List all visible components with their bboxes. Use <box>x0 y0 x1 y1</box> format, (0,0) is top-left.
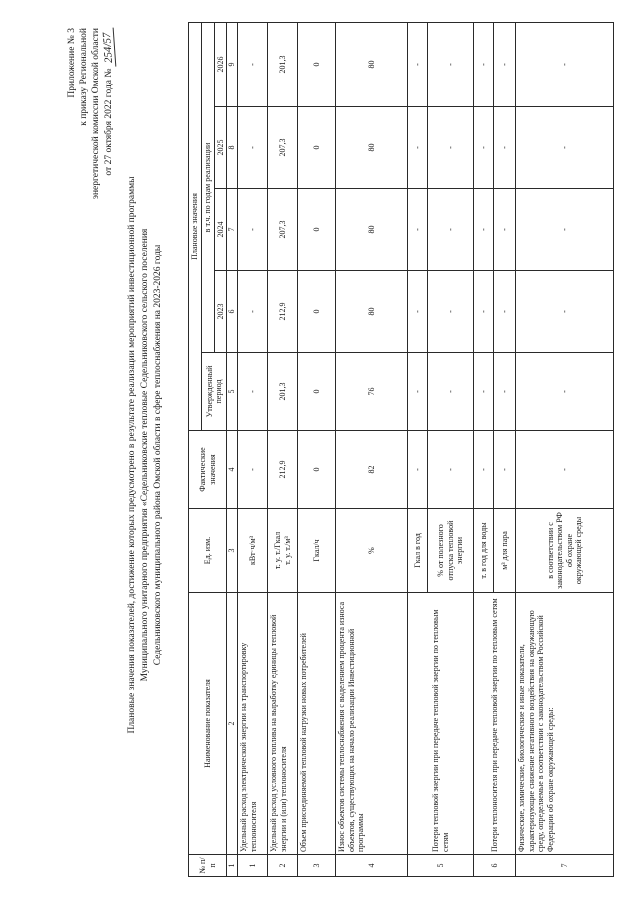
row-unit: Гкал в год <box>408 509 428 593</box>
row-2024: 80 <box>336 189 408 271</box>
row-unit: Гкал/ч <box>298 509 336 593</box>
row-unit <box>268 509 298 593</box>
appendix-line-3: энергетической комиссии Омской области <box>91 28 101 200</box>
col-number: 5 <box>227 353 238 431</box>
appendix-date: от 27 октября 2022 года № <box>104 68 114 176</box>
row-approved: 201,3 <box>268 353 298 431</box>
row-name: Износ объектов системы теплоснабжения с выделением процента износа объектов, существующих на начало реализации Инвестиционной программы <box>336 593 408 855</box>
col-number: 9 <box>227 23 238 107</box>
table-row <box>336 23 408 877</box>
row-2023: 212,9 <box>268 271 298 353</box>
row-2025: - <box>516 107 614 189</box>
row-unit: % от полезного отпуска тепловой энергии <box>428 509 474 593</box>
row-2025: 0 <box>298 107 336 189</box>
appendix-note <box>66 28 115 358</box>
row-2023: 80 <box>336 271 408 353</box>
indicators-table <box>188 22 614 877</box>
row-actual: - <box>474 431 494 509</box>
table-row <box>298 23 336 877</box>
row-unit-secondary: т. у. т./м³ <box>282 536 292 565</box>
row-unit-primary: т. у. т./Гкал <box>273 531 282 570</box>
row-2024: 0 <box>298 189 336 271</box>
table-row <box>238 23 268 877</box>
col-number: 1 <box>227 855 238 877</box>
row-2026: - <box>428 23 474 107</box>
row-approved: 0 <box>298 353 336 431</box>
row-2023: - <box>494 271 516 353</box>
row-approved: - <box>516 353 614 431</box>
row-2024: - <box>428 189 474 271</box>
row-2025: - <box>408 107 428 189</box>
row-actual: - <box>408 431 428 509</box>
row-2024: - <box>494 189 516 271</box>
row-approved: - <box>494 353 516 431</box>
row-unit: кВт·ч/м³ <box>238 509 268 593</box>
row-2025: 207,3 <box>268 107 298 189</box>
row-name: Объем присоединяемой тепловой нагрузки новых потребителей <box>298 593 336 855</box>
row-unit: % <box>336 509 408 593</box>
row-actual: - <box>494 431 516 509</box>
row-actual: - <box>238 431 268 509</box>
column-numbers-row <box>227 23 238 877</box>
table-row <box>474 23 494 877</box>
row-unit: м³ для пара <box>494 509 516 593</box>
row-2024: 207,3 <box>268 189 298 271</box>
row-num: 4 <box>336 855 408 877</box>
row-2026: 0 <box>298 23 336 107</box>
appendix-line-2: к приказу Региональной <box>79 28 89 126</box>
row-2025: - <box>238 107 268 189</box>
row-2026: - <box>474 23 494 107</box>
row-2026: 80 <box>336 23 408 107</box>
table-row <box>516 23 614 877</box>
row-2023: 0 <box>298 271 336 353</box>
col-number: 7 <box>227 189 238 271</box>
header-planned: Плановые значения <box>189 23 202 431</box>
row-actual: 212,9 <box>268 431 298 509</box>
header-year-2026: 2026 <box>214 23 227 107</box>
row-approved: - <box>474 353 494 431</box>
row-actual: - <box>516 431 614 509</box>
row-2025: 80 <box>336 107 408 189</box>
title-line-3: Седельниковского муниципального района Омской области в сфере теплоснабжения на 2023-2026 годы <box>153 244 163 666</box>
header-year-2025: 2025 <box>214 107 227 189</box>
col-number: 6 <box>227 271 238 353</box>
row-2023: - <box>408 271 428 353</box>
appendix-line-4 <box>102 28 115 358</box>
row-2026: - <box>516 23 614 107</box>
row-name: Удельный расход условного топлива на выработку единицы тепловой энергии и (или) теплоносителя <box>268 593 298 855</box>
title-line-1: Плановые значения показателей, достижение которых предусмотрено в результате реализации мероприятий инвестиционной программы <box>127 176 137 734</box>
row-num: 7 <box>516 855 614 877</box>
row-name: Потери теплоносителя при передаче тепловой энергии по тепловым сетям <box>474 593 516 855</box>
row-2024: - <box>408 189 428 271</box>
header-year-2023: 2023 <box>214 271 227 353</box>
row-2025: - <box>494 107 516 189</box>
table-row <box>268 23 298 877</box>
row-2025: - <box>474 107 494 189</box>
row-2024: - <box>516 189 614 271</box>
row-name: Физические, химические, биологические и иные показатели, характеризующие снижение негативного воздействия на окружающую среду, определяемые в соответствии с законодательством Российской Федерации об охране окружающей среды: <box>516 593 614 855</box>
row-2025: - <box>428 107 474 189</box>
row-2026: - <box>494 23 516 107</box>
row-num: 2 <box>268 855 298 877</box>
header-by-years: в т.ч. по годам реализации <box>202 23 215 353</box>
header-approved: Утвержденный период <box>202 353 227 431</box>
row-2024: - <box>238 189 268 271</box>
row-2026: 201,3 <box>268 23 298 107</box>
row-approved: 76 <box>336 353 408 431</box>
row-num: 3 <box>298 855 336 877</box>
header-name: Наименование показателя <box>189 593 227 855</box>
col-number: 2 <box>227 593 238 855</box>
row-approved: - <box>428 353 474 431</box>
row-approved: - <box>408 353 428 431</box>
header-num: № п/п <box>189 855 227 877</box>
row-unit: т. в год для воды <box>474 509 494 593</box>
row-actual: - <box>428 431 474 509</box>
row-2026: - <box>238 23 268 107</box>
row-unit: в соответствии с законодательством РФ об охране окружающей среды <box>516 509 614 593</box>
row-name: Потери тепловой энергии при передаче тепловой энергии по тепловым сетям <box>408 593 474 855</box>
appendix-line-1: Приложение № 3 <box>67 28 77 98</box>
table-row <box>408 23 428 877</box>
row-2023: - <box>474 271 494 353</box>
header-unit: Ед. изм. <box>189 509 227 593</box>
col-number: 8 <box>227 107 238 189</box>
document-title <box>126 75 165 835</box>
col-number: 3 <box>227 509 238 593</box>
row-actual: 0 <box>298 431 336 509</box>
row-num: 1 <box>238 855 268 877</box>
row-num: 6 <box>474 855 516 877</box>
header-actual: Фактические значения <box>189 431 227 509</box>
row-2024: - <box>474 189 494 271</box>
row-2023: - <box>238 271 268 353</box>
row-approved: - <box>238 353 268 431</box>
row-actual: 82 <box>336 431 408 509</box>
row-num: 5 <box>408 855 474 877</box>
row-2026: - <box>408 23 428 107</box>
handwritten-signature: 254/57 <box>101 28 117 67</box>
col-number: 4 <box>227 431 238 509</box>
row-name: Удельный расход электрической энергии на транспортировку теплоносителя <box>238 593 268 855</box>
title-line-2: Муниципального унитарного предприятия «Седельниковские тепловые Седельниковского сельского поселения <box>140 228 150 682</box>
row-2023: - <box>428 271 474 353</box>
row-2023: - <box>516 271 614 353</box>
header-year-2024: 2024 <box>214 189 227 271</box>
